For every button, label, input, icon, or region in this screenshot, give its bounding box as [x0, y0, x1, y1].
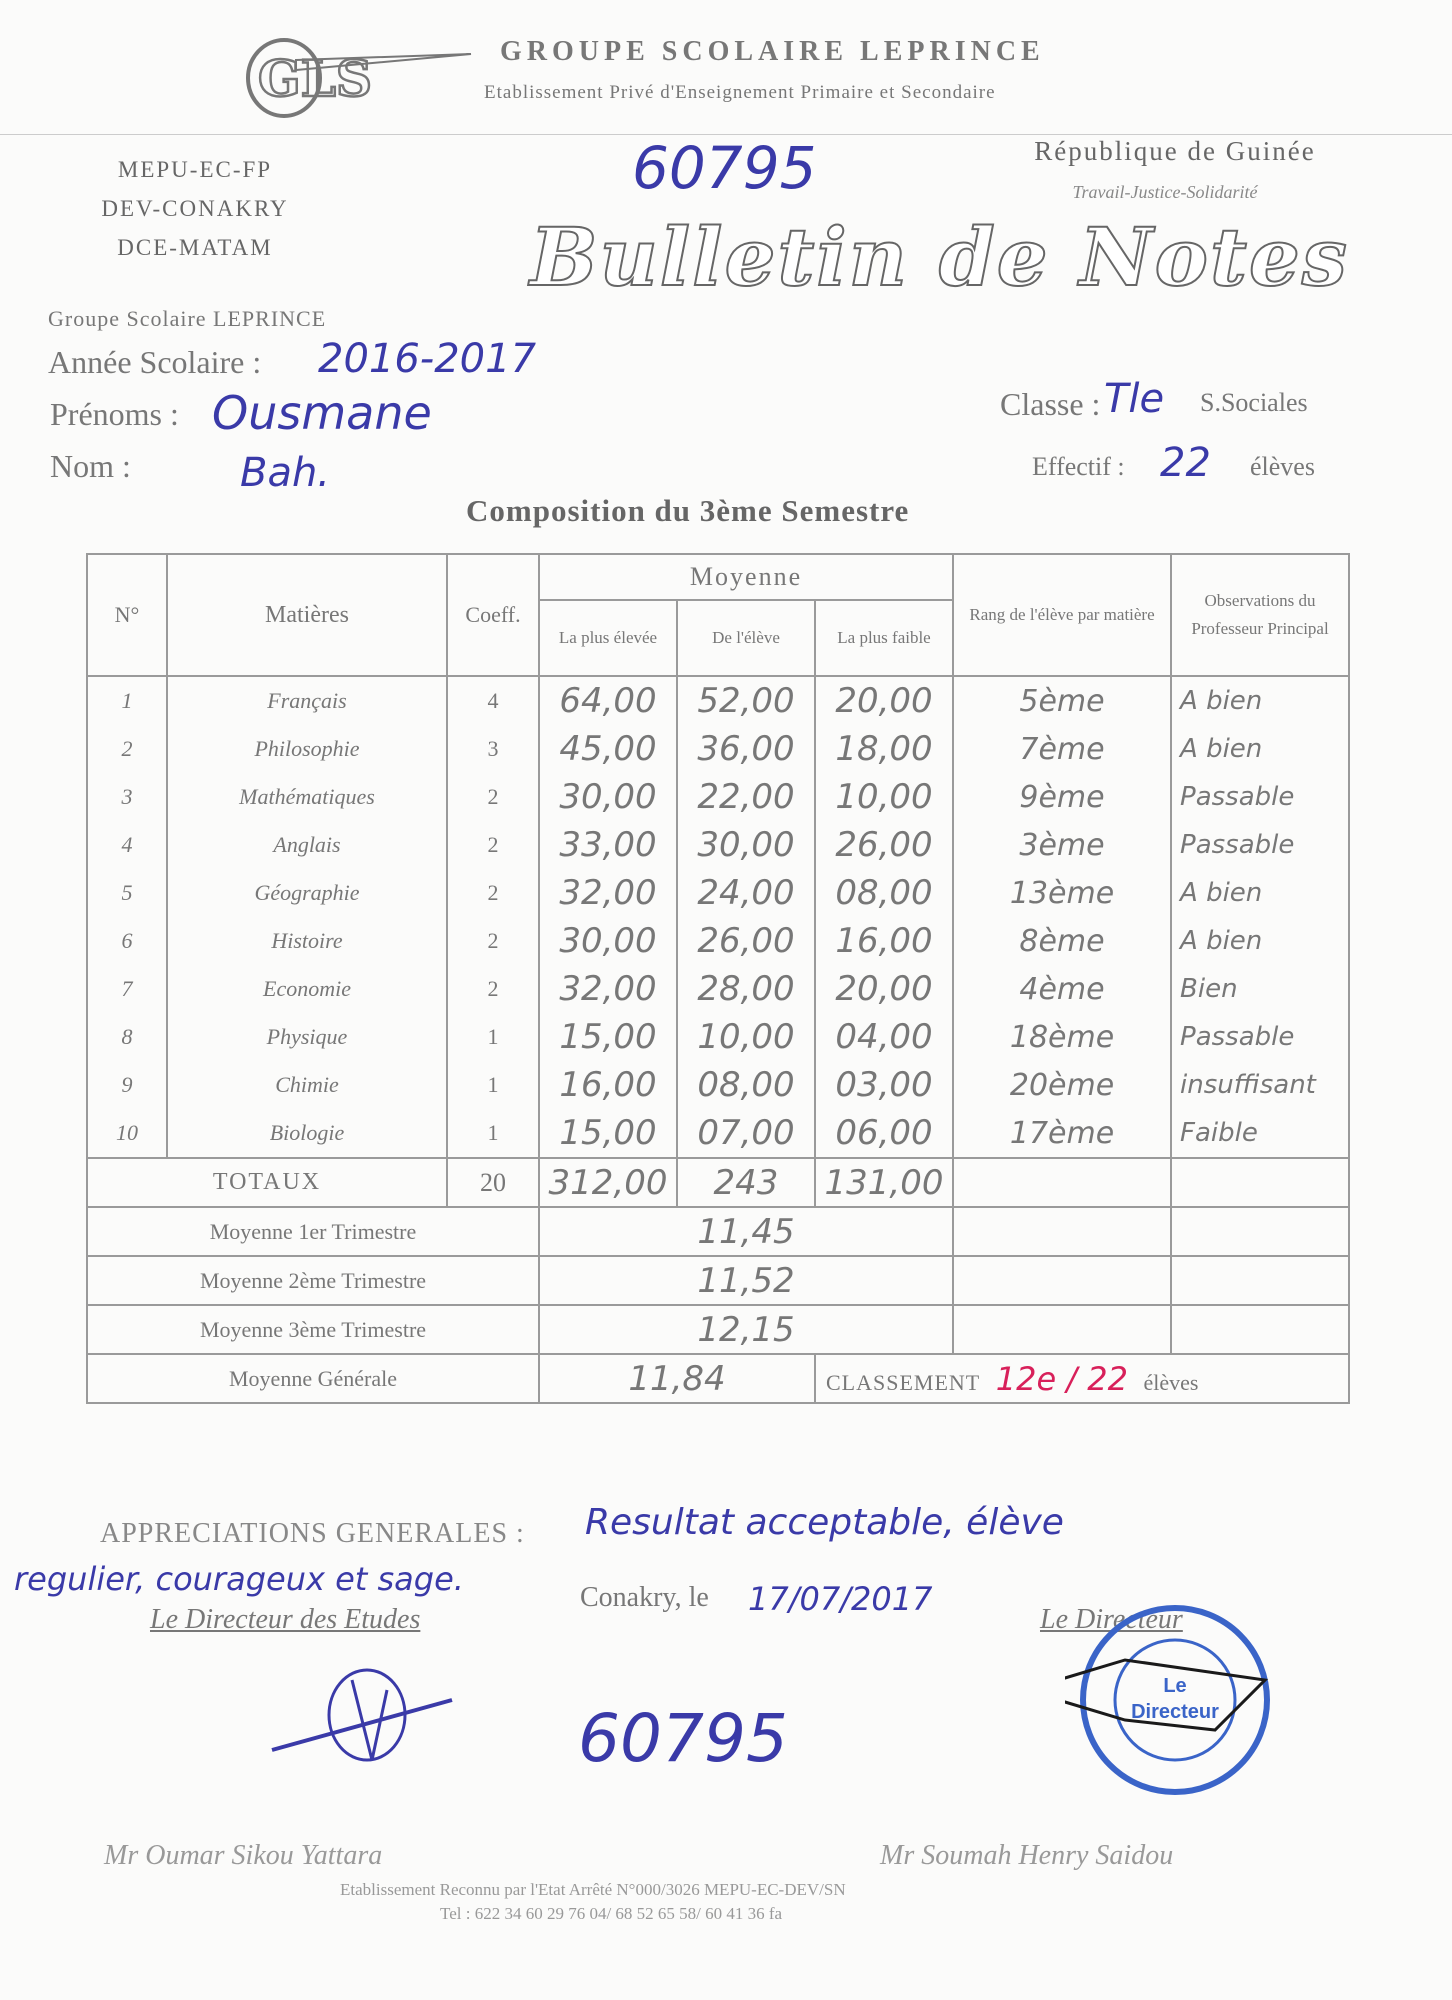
row-low: 20,00: [815, 676, 953, 725]
row-rank: 9ème: [953, 773, 1171, 821]
table-row: [87, 1061, 1349, 1109]
ministry-line: DEV-CONAKRY: [101, 196, 289, 221]
year-value: 2016-2017: [318, 336, 537, 382]
table-row: [87, 725, 1349, 773]
row-low: 03,00: [815, 1061, 953, 1109]
row-rank: 20ème: [953, 1061, 1171, 1109]
row-subject: Français: [167, 676, 447, 725]
row-low: 26,00: [815, 821, 953, 869]
nom-value: Bah.: [240, 450, 331, 496]
serial-number-bottom: 60795: [578, 1700, 788, 1777]
footer-line2: Tel : 622 34 60 29 76 04/ 68 52 65 58/ 60 41 36 fa: [440, 1904, 783, 1923]
school-name: GROUPE SCOLAIRE LEPRINCE: [500, 36, 1045, 67]
row-number: 1: [87, 676, 167, 725]
row-high: 30,00: [539, 917, 677, 965]
year-label: Année Scolaire :: [48, 344, 262, 380]
header-num: N°: [87, 554, 167, 676]
row-coeff: 1: [447, 1061, 539, 1109]
row-high: 33,00: [539, 821, 677, 869]
trimester-label: Moyenne 1er Trimestre: [87, 1207, 539, 1256]
row-number: 9: [87, 1061, 167, 1109]
appreciations-line1: Resultat acceptable, élève: [585, 1502, 1064, 1543]
trimester-label: Moyenne 3ème Trimestre: [87, 1305, 539, 1354]
signature-studies-icon: [262, 1660, 462, 1770]
header-eleve: De l'élève: [677, 600, 815, 676]
row-coeff: 1: [447, 1013, 539, 1061]
classement-label: CLASSEMENT: [826, 1369, 981, 1395]
director-label: Le Directeur: [1040, 1604, 1183, 1635]
row-observation: insuffisant: [1171, 1061, 1349, 1109]
trimester-value: 11,52: [539, 1256, 953, 1305]
row-rank: 5ème: [953, 676, 1171, 725]
row-student: 52,00: [677, 676, 815, 725]
school-stamp-icon: [1065, 1600, 1285, 1800]
prenoms-value: Ousmane: [212, 386, 432, 440]
classe-suffix: S.Sociales: [1200, 388, 1308, 417]
row-high: 64,00: [539, 676, 677, 725]
effectif-label: Effectif :: [1032, 452, 1125, 481]
table-row: [87, 917, 1349, 965]
table-row: [87, 821, 1349, 869]
row-number: 6: [87, 917, 167, 965]
row-low: 08,00: [815, 869, 953, 917]
header-plus-faible: La plus faible: [815, 600, 953, 676]
header-moyenne: Moyenne: [539, 554, 953, 600]
effectif-suffix: élèves: [1250, 452, 1315, 481]
row-low: 06,00: [815, 1109, 953, 1158]
row-subject: Biologie: [167, 1109, 447, 1158]
table-row: [87, 773, 1349, 821]
row-coeff: 2: [447, 821, 539, 869]
serial-number-top: 60795: [632, 134, 817, 202]
row-subject: Philosophie: [167, 725, 447, 773]
row-subject: Histoire: [167, 917, 447, 965]
row-student: 28,00: [677, 965, 815, 1013]
row-low: 04,00: [815, 1013, 953, 1061]
header-observations: Observations du Professeur Principal: [1171, 554, 1349, 676]
row-subject: Physique: [167, 1013, 447, 1061]
row-student: 08,00: [677, 1061, 815, 1109]
footer-line1: Etablissement Reconnu par l'Etat Arrêté N°000/3026 MEPU-EC-DEV/SN: [340, 1880, 846, 1899]
row-low: 16,00: [815, 917, 953, 965]
row-high: 32,00: [539, 965, 677, 1013]
classement-cell: [815, 1354, 1349, 1403]
appreciations-label: APPRECIATIONS GENERALES :: [100, 1518, 525, 1549]
school-logo-icon: [236, 28, 476, 128]
row-number: 2: [87, 725, 167, 773]
director-studies-name: Mr Oumar Sikou Yattara: [104, 1840, 383, 1871]
row-coeff: 1: [447, 1109, 539, 1158]
totals-label: TOTAUX: [87, 1158, 447, 1207]
row-student: 07,00: [677, 1109, 815, 1158]
classe-value: Tle: [1104, 376, 1165, 422]
row-low: 20,00: [815, 965, 953, 1013]
ministry-line: MEPU-EC-FP: [117, 157, 273, 182]
row-number: 5: [87, 869, 167, 917]
classe-label: Classe :: [1000, 386, 1101, 422]
table-row: [87, 1013, 1349, 1061]
trimester-label: Moyenne 2ème Trimestre: [87, 1256, 539, 1305]
row-rank: 13ème: [953, 869, 1171, 917]
row-rank: 3ème: [953, 821, 1171, 869]
row-high: 32,00: [539, 869, 677, 917]
totals-low: 131,00: [815, 1158, 953, 1207]
row-low: 18,00: [815, 725, 953, 773]
logo-text: GLS: [258, 49, 372, 108]
row-observation: Passable: [1171, 821, 1349, 869]
totals-coeff: 20: [447, 1158, 539, 1207]
general-average-label: Moyenne Générale: [87, 1354, 539, 1403]
appreciations-line2: regulier, courageux et sage.: [14, 1560, 464, 1598]
trimester-value: 11,45: [539, 1207, 953, 1256]
row-observation: A bien: [1171, 917, 1349, 965]
row-subject: Géographie: [167, 869, 447, 917]
classement-value: 12e / 22: [995, 1359, 1128, 1398]
header-plus-elevee: La plus élevée: [539, 600, 677, 676]
row-high: 15,00: [539, 1013, 677, 1061]
grades-table: [86, 553, 1350, 1404]
row-rank: 18ème: [953, 1013, 1171, 1061]
header-rang: Rang de l'élève par matière: [953, 554, 1171, 676]
table-row: [87, 1109, 1349, 1158]
prenoms-label: Prénoms :: [50, 396, 179, 432]
row-rank: 4ème: [953, 965, 1171, 1013]
school-group-label: Groupe Scolaire LEPRINCE: [48, 306, 327, 331]
director-name: Mr Soumah Henry Saidou: [880, 1840, 1174, 1871]
row-coeff: 2: [447, 965, 539, 1013]
row-number: 7: [87, 965, 167, 1013]
row-number: 8: [87, 1013, 167, 1061]
trimester-value: 12,15: [539, 1305, 953, 1354]
classement-suffix: élèves: [1143, 1369, 1199, 1395]
school-subtitle: Etablissement Privé d'Enseignement Primaire et Secondaire: [484, 82, 996, 103]
svg-text:Le: Le: [1163, 1675, 1187, 1697]
row-high: 16,00: [539, 1061, 677, 1109]
totals-student: 243: [677, 1158, 815, 1207]
svg-text:Directeur: Directeur: [1131, 1701, 1219, 1723]
row-subject: Anglais: [167, 821, 447, 869]
row-student: 22,00: [677, 773, 815, 821]
header-matieres: Matières: [167, 554, 447, 676]
row-observation: Passable: [1171, 1013, 1349, 1061]
row-observation: A bien: [1171, 725, 1349, 773]
row-rank: 17ème: [953, 1109, 1171, 1158]
director-studies-label: Le Directeur des Etudes: [150, 1604, 421, 1635]
row-observation: Passable: [1171, 773, 1349, 821]
effectif-value: 22: [1160, 440, 1211, 486]
row-high: 30,00: [539, 773, 677, 821]
row-number: 4: [87, 821, 167, 869]
table-row: [87, 676, 1349, 725]
header-coeff: Coeff.: [447, 554, 539, 676]
row-low: 10,00: [815, 773, 953, 821]
place-date-label: Conakry, le: [580, 1582, 709, 1613]
row-number: 10: [87, 1109, 167, 1158]
ministry-line: DCE-MATAM: [117, 235, 273, 260]
general-average-value: 11,84: [539, 1354, 815, 1403]
table-row: [87, 965, 1349, 1013]
totals-high: 312,00: [539, 1158, 677, 1207]
row-observation: Bien: [1171, 965, 1349, 1013]
row-high: 45,00: [539, 725, 677, 773]
composition-title: Composition du 3ème Semestre: [466, 493, 910, 528]
row-rank: 7ème: [953, 725, 1171, 773]
country-name: République de Guinée: [1034, 136, 1316, 166]
country-motto: Travail-Justice-Solidarité: [1072, 182, 1258, 202]
row-subject: Mathématiques: [167, 773, 447, 821]
date-value: 17/07/2017: [748, 1580, 933, 1618]
row-student: 26,00: [677, 917, 815, 965]
row-student: 36,00: [677, 725, 815, 773]
document-title: Bulletin de Notes: [530, 210, 1349, 304]
nom-label: Nom :: [50, 448, 131, 484]
row-rank: 8ème: [953, 917, 1171, 965]
row-student: 10,00: [677, 1013, 815, 1061]
row-student: 24,00: [677, 869, 815, 917]
row-number: 3: [87, 773, 167, 821]
ministry-block: [50, 150, 340, 267]
row-observation: A bien: [1171, 676, 1349, 725]
row-subject: Chimie: [167, 1061, 447, 1109]
row-coeff: 4: [447, 676, 539, 725]
row-observation: Faible: [1171, 1109, 1349, 1158]
row-coeff: 2: [447, 773, 539, 821]
row-coeff: 3: [447, 725, 539, 773]
row-coeff: 2: [447, 917, 539, 965]
row-student: 30,00: [677, 821, 815, 869]
row-subject: Economie: [167, 965, 447, 1013]
table-row: [87, 869, 1349, 917]
row-observation: A bien: [1171, 869, 1349, 917]
row-high: 15,00: [539, 1109, 677, 1158]
row-coeff: 2: [447, 869, 539, 917]
